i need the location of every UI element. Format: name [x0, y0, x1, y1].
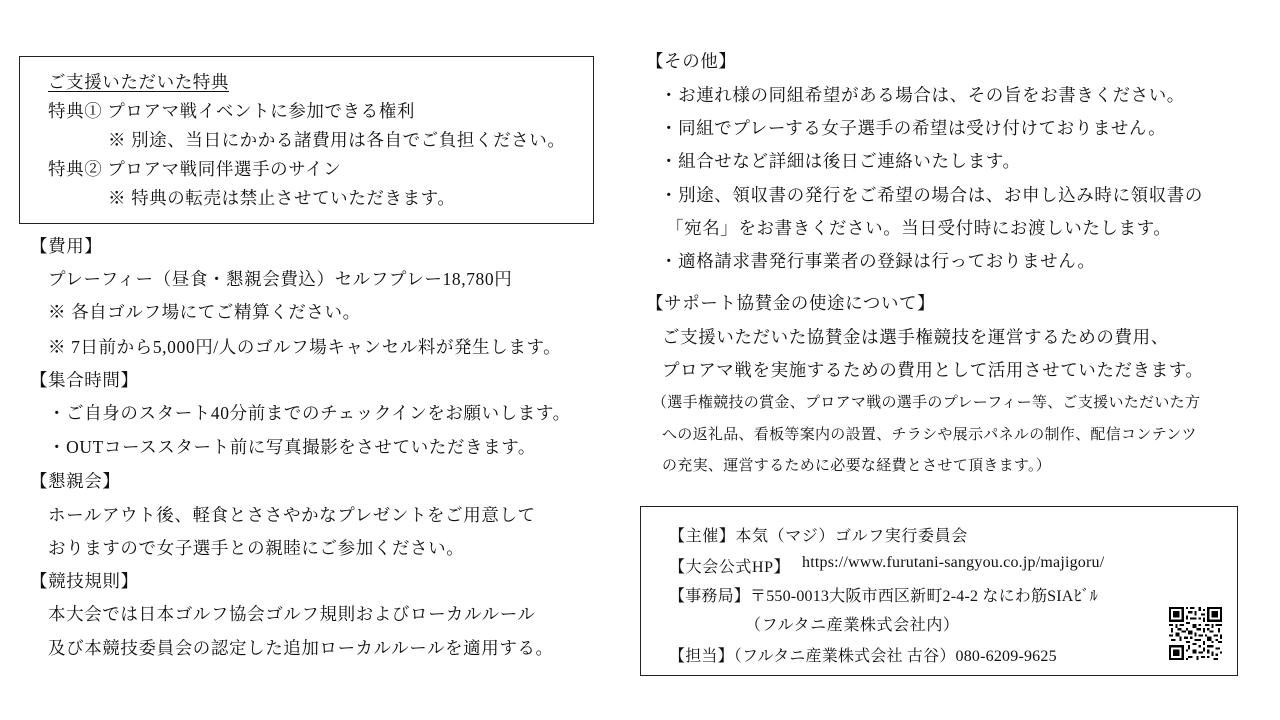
other-line-2: ・同組でプレーする女子選手の希望は受け付けておりません。 — [660, 118, 1167, 138]
fee-line-2: ※ 各自ゴルフ場にてご精算ください。 — [48, 302, 361, 322]
meeting-line-2: ・OUTコーススタート前に写真撮影をさせていただきます。 — [48, 437, 536, 457]
hp-url-link[interactable]: https://www.furutani-sangyou.co.jp/majigoru/ — [802, 554, 1105, 571]
support-note-3: の充実、運営するために必要な経費とさせて頂きます。） — [662, 458, 1052, 474]
benefits-title: ご支援いただいた特典 — [48, 72, 229, 92]
other-line-6: ・適格請求書発行事業者の登録は行っておりません。 — [660, 251, 1096, 271]
office-note: （フルタニ産業株式会社内） — [745, 617, 960, 634]
support-note-2: への返礼品、看板等案内の設置、チラシや展示パネルの制作、配信コンテンツ — [662, 427, 1197, 443]
organizer-line: 【主催】本気（マジ）ゴルフ実行委員会 — [669, 528, 968, 545]
other-line-1: ・お連れ様の同組希望がある場合は、その旨をお書きください。 — [660, 85, 1185, 105]
other-line-4: ・別途、領収書の発行をご希望の場合は、お申し込み時に領収書の — [660, 185, 1203, 205]
rules-line-2: 及び本競技委員会の認定した追加ローカルルールを適用する。 — [48, 638, 554, 658]
qr-code-icon[interactable] — [1169, 607, 1222, 660]
other-line-5: 「宛名」をお書きください。当日受付時にお渡しいたします。 — [666, 218, 1172, 238]
other-heading: 【その他】 — [646, 51, 737, 71]
support-note-1: （選手権競技の賞金、プロアマ戦の選手のプレーフィー等、ご支援いただいた方 — [652, 395, 1201, 411]
rules-line-1: 本大会では日本ゴルフ協会ゴルフ規則およびローカルルール — [48, 604, 536, 624]
support-line-1: ご支援いただいた協賛金は選手権競技を運営するための費用、 — [662, 327, 1169, 347]
hp-label: 【大会公式HP】 — [669, 559, 791, 576]
benefit-1: 特典① プロアマ戦イベントに参加できる権利 — [48, 101, 415, 121]
rules-heading: 【競技規則】 — [30, 571, 139, 591]
party-heading: 【懇親会】 — [30, 471, 121, 491]
support-line-2: プロアマ戦を実施するための費用として活用させていただきます。 — [662, 360, 1204, 380]
meeting-line-1: ・ご自身のスタート40分前までのチェックインをお願いします。 — [48, 403, 571, 423]
office-line: 【事務局】〒550-0013大阪市西区新町2-4-2 なにわ筋SIAﾋﾞﾙ — [669, 588, 1098, 605]
party-line-1: ホールアウト後、軽食とささやかなプレゼントをご用意して — [48, 505, 536, 525]
meeting-heading: 【集合時間】 — [30, 370, 139, 390]
other-line-3: ・組合せなど詳細は後日ご連絡いたします。 — [660, 151, 1021, 171]
benefit-2: 特典② プロアマ戦同伴選手のサイン — [48, 159, 342, 179]
benefit-2-note: ※ 特典の転売は禁止させていただきます。 — [108, 188, 456, 208]
party-line-2: おりますので女子選手との親睦にご参加ください。 — [48, 538, 465, 558]
fee-line-1: プレーフィー（昼食・懇親会費込）セルフプレー18,780円 — [48, 269, 513, 289]
benefit-1-note: ※ 別途、当日にかかる諸費用は各自でご負担ください。 — [108, 130, 566, 150]
support-heading: 【サポート協賛金の使途について】 — [646, 293, 936, 313]
fee-line-3: ※ 7日前から5,000円/人のゴルフ場キャンセル料が発生します。 — [48, 337, 562, 357]
fee-heading: 【費用】 — [30, 236, 103, 256]
person-line: 【担当】（フルタニ産業株式会社 古谷）080-6209-9625 — [669, 648, 1057, 665]
